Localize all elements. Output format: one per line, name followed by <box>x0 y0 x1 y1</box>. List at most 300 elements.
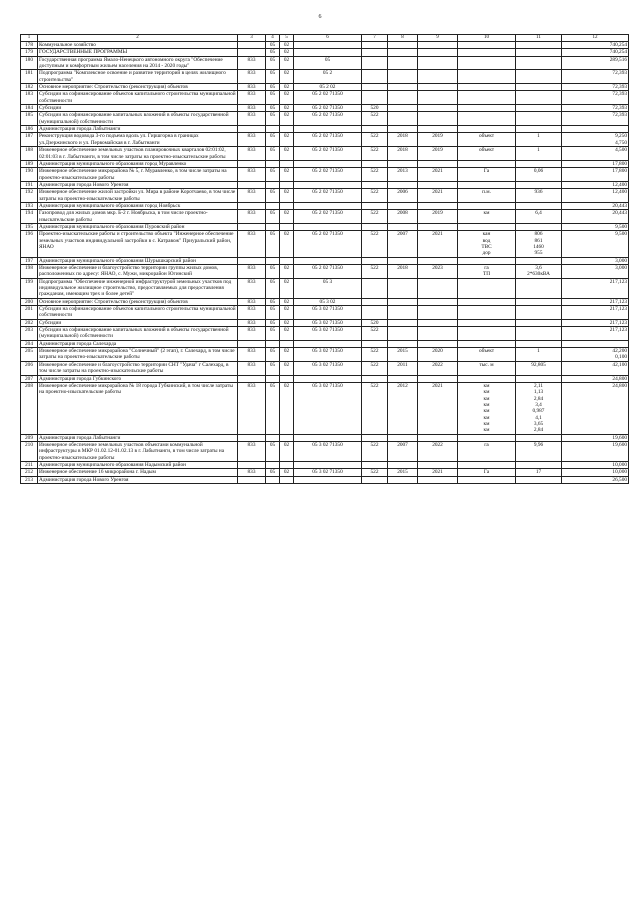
col-header: 4 <box>266 35 280 42</box>
row-number-cell: 203 <box>21 327 38 341</box>
row-name-cell: Инженерное обеспечение и благоустройство территории СНТ "Удача" г Салехард, в том числе затраты на проектно-изыскательские работы <box>38 361 238 375</box>
end-year-cell <box>418 278 458 298</box>
row-name-cell: Субсидии на софинансирование объектов капитального строительства муниципальной собственности <box>39 306 236 319</box>
row-number-cell: 187 <box>21 133 38 147</box>
subsection-code-cell: 02 <box>280 42 294 49</box>
capacity-cell <box>516 278 562 298</box>
expense-type-cell <box>362 461 388 468</box>
col-header: 11 <box>516 35 562 42</box>
ministry-code-cell: 833 <box>238 327 266 341</box>
start-year-cell <box>388 181 418 188</box>
subsection-code-cell: 02 <box>280 133 294 147</box>
end-year-cell <box>418 202 458 209</box>
expense-type-cell <box>362 49 388 56</box>
end-year-cell <box>418 160 458 167</box>
start-year-cell <box>388 70 418 84</box>
row-name-cell: Администрация муниципального образования Надымский район <box>38 461 238 468</box>
ministry-code-cell: 833 <box>238 189 266 203</box>
target-article-cell: 05 3 02 71350 <box>294 306 362 320</box>
section-code-cell: 05 <box>266 112 280 126</box>
capacity-cell <box>516 181 562 188</box>
row-number-cell: 179 <box>21 49 38 56</box>
amount-cell: 4,500 <box>562 147 629 161</box>
section-code-cell: 05 <box>266 189 280 203</box>
start-year-cell <box>388 298 418 305</box>
table-row <box>21 375 629 382</box>
expense-type-cell: 522 <box>362 361 388 375</box>
start-year-cell <box>388 160 418 167</box>
end-year-cell: 2021 <box>418 189 458 203</box>
end-year-cell: 2019 <box>418 133 458 147</box>
ministry-code-cell: 833 <box>238 319 266 326</box>
end-year-cell <box>418 340 458 347</box>
subsection-code-cell: 02 <box>280 84 294 91</box>
section-code-cell <box>266 202 280 209</box>
expense-type-cell: 520 <box>362 319 388 326</box>
capacity-cell <box>516 340 562 347</box>
target-article-cell: 05 3 02 71350 <box>294 441 362 461</box>
row-number-cell: 198 <box>21 265 38 279</box>
amount-cell: 24,800 <box>562 382 629 434</box>
subsection-code-cell: 02 <box>280 91 294 105</box>
ministry-code-cell: 833 <box>238 298 266 305</box>
amount-cell: 17,800 <box>562 160 629 167</box>
target-article-cell <box>294 434 362 441</box>
row-number-cell: 201 <box>21 306 38 320</box>
table-row <box>21 168 629 182</box>
row-number-cell: 200 <box>21 298 38 305</box>
row-number-cell: 199 <box>21 278 38 298</box>
start-year-cell <box>388 49 418 56</box>
row-number-cell: 190 <box>21 168 38 182</box>
target-article-cell: 05 2 02 71350 <box>294 133 362 147</box>
unit-cell: объект <box>458 147 516 161</box>
expense-type-cell: 522 <box>362 112 388 126</box>
unit-cell <box>458 202 516 209</box>
table-row <box>21 434 629 441</box>
row-number-cell: 204 <box>21 340 38 347</box>
row-name-cell: Основное мероприятие: Строительство (реконструкция) объектов <box>38 84 238 91</box>
col-header: 8 <box>388 35 418 42</box>
unit-cell <box>458 91 516 105</box>
ministry-code-cell <box>238 160 266 167</box>
row-number-cell: 202 <box>21 319 38 326</box>
row-name-cell: Реконструкция водовода 3-го подъема вдоль ул. Гиршгорна в границах ул.Дзержинского и ул. Первомайская в г. Лабытнанги <box>38 133 238 147</box>
target-article-cell <box>294 375 362 382</box>
expense-type-cell <box>362 375 388 382</box>
target-article-cell <box>294 340 362 347</box>
capacity-cell <box>516 91 562 105</box>
subsection-code-cell: 02 <box>280 361 294 375</box>
target-article-cell <box>294 181 362 188</box>
ministry-code-cell: 833 <box>238 265 266 279</box>
row-name-cell: Инженерное обеспечение микрорайона № 18 города Губкинский, в том числе затраты на проектно-изыскательские работы <box>38 382 238 434</box>
unit-cell <box>458 375 516 382</box>
amount-cell: 740,254 <box>562 49 629 56</box>
unit-cell <box>458 112 516 126</box>
row-name-cell: Администрация города Лабытнанги <box>38 434 238 441</box>
target-article-cell <box>294 42 362 49</box>
ministry-code-cell <box>238 126 266 133</box>
section-code-cell: 05 <box>266 382 280 434</box>
start-year-cell: 2008 <box>388 210 418 224</box>
end-year-cell: 2023 <box>418 265 458 279</box>
expense-type-cell <box>362 84 388 91</box>
row-name-cell: Газопровод для жилых домов мкр. Б-2 г. Ноябрьска, в том числе проектно-изыскательские работы <box>38 210 238 224</box>
expense-type-cell: 522 <box>362 147 388 161</box>
unit-cell: п.м. <box>458 189 516 203</box>
capacity-cell <box>516 42 562 49</box>
row-name-cell: Субсидии <box>38 319 238 326</box>
start-year-cell <box>388 340 418 347</box>
header-row <box>21 35 629 42</box>
subsection-code-cell: 02 <box>280 265 294 279</box>
row-name-cell: Администрация города Нового Уренгоя <box>38 181 238 188</box>
capacity-cell <box>516 476 562 483</box>
expense-type-cell: 522 <box>362 348 388 362</box>
start-year-cell <box>388 91 418 105</box>
capacity-cell <box>516 126 562 133</box>
unit-cell: км км км км км км км км <box>458 382 516 434</box>
row-number-cell: 181 <box>21 70 38 84</box>
unit-cell <box>458 434 516 441</box>
start-year-cell: 2018 <box>388 265 418 279</box>
amount-cell: 740,254 <box>562 42 629 49</box>
table-row <box>21 56 629 70</box>
section-code-cell: 05 <box>266 70 280 84</box>
end-year-cell <box>418 91 458 105</box>
expense-type-cell: 522 <box>362 168 388 182</box>
table-row <box>21 319 629 326</box>
ministry-code-cell: 833 <box>238 231 266 257</box>
table-row <box>21 147 629 161</box>
capacity-cell <box>516 223 562 230</box>
amount-cell: 9,500 <box>562 231 629 257</box>
section-code-cell: 05 <box>266 231 280 257</box>
start-year-cell <box>388 112 418 126</box>
row-name-cell: Коммунальное хозяйство <box>38 42 238 49</box>
expense-type-cell <box>362 257 388 264</box>
table-row <box>21 189 629 203</box>
unit-cell <box>458 70 516 84</box>
start-year-cell: 2015 <box>388 348 418 362</box>
amount-cell: 12,400 <box>562 189 629 203</box>
amount-cell: 3,000 <box>562 257 629 264</box>
target-article-cell <box>294 223 362 230</box>
section-code-cell: 05 <box>266 84 280 91</box>
unit-cell: га <box>458 441 516 461</box>
end-year-cell <box>418 49 458 56</box>
capacity-cell <box>516 84 562 91</box>
capacity-cell: 1 <box>516 133 562 147</box>
table-row <box>21 306 629 320</box>
amount-cell: 19,600 <box>562 434 629 441</box>
expense-type-cell <box>362 91 388 105</box>
capacity-cell <box>516 160 562 167</box>
target-article-cell: 05 2 02 71350 <box>294 112 362 126</box>
table-row <box>21 441 629 461</box>
row-number-cell: 212 <box>21 469 38 476</box>
subsection-code-cell: 02 <box>280 112 294 126</box>
subsection-code-cell <box>280 461 294 468</box>
table-row <box>21 49 629 56</box>
ministry-code-cell: 833 <box>238 91 266 105</box>
start-year-cell <box>388 375 418 382</box>
ministry-code-cell <box>238 42 266 49</box>
row-name-cell: Администрация муниципального образования город Ноябрьск <box>38 202 238 209</box>
table-row <box>21 361 629 375</box>
section-code-cell: 05 <box>266 469 280 476</box>
start-year-cell: 2018 <box>388 133 418 147</box>
target-article-cell: 05 3 02 71350 <box>294 348 362 362</box>
capacity-cell: 0,06 <box>516 168 562 182</box>
end-year-cell <box>418 126 458 133</box>
ministry-code-cell: 833 <box>238 306 266 320</box>
section-code-cell: 05 <box>266 306 280 320</box>
row-name-cell: Инженерное обеспечение земельных участков планировочных кварталов 02:01:02, 02:01:03 в г. Лабытнанги, в том числе затраты на проектно-изыскательские работы <box>38 147 238 161</box>
end-year-cell: 2022 <box>418 361 458 375</box>
unit-cell <box>458 181 516 188</box>
target-article-cell <box>294 202 362 209</box>
start-year-cell: 2013 <box>388 168 418 182</box>
amount-cell: 72,393 <box>562 105 629 112</box>
ministry-code-cell <box>238 202 266 209</box>
row-number-cell: 189 <box>21 160 38 167</box>
ministry-code-cell: 833 <box>238 168 266 182</box>
section-code-cell <box>266 375 280 382</box>
capacity-cell <box>516 49 562 56</box>
target-article-cell: 05 3 02 71350 <box>294 319 362 326</box>
end-year-cell <box>418 434 458 441</box>
target-article-cell: 05 3 02 71350 <box>294 361 362 375</box>
row-name-cell: Основное мероприятие: Строительство (реконструкция) объектов <box>38 298 238 305</box>
capacity-cell: 1 <box>516 348 562 362</box>
start-year-cell <box>388 306 418 320</box>
start-year-cell: 2007 <box>388 441 418 461</box>
end-year-cell <box>418 375 458 382</box>
row-name-cell: Государственная программа Ямало-Ненецкого автономного округа "Обеспечение доступным и комфортным жильем населения на 2014 - 2020 годы" <box>38 56 238 70</box>
capacity-cell <box>516 70 562 84</box>
expense-type-cell: 522 <box>362 382 388 434</box>
table-row <box>21 84 629 91</box>
subsection-code-cell <box>280 434 294 441</box>
target-article-cell: 05 3 02 71350 <box>294 382 362 434</box>
row-name-cell: Проектно-изыскательские работы и строительство объекта "Инженерное обеспечение земельных участков индивидуальной застройки в с. Катравож" Приуральский район, ЯНАО <box>38 231 238 257</box>
subsection-code-cell <box>280 223 294 230</box>
unit-cell <box>458 278 516 298</box>
capacity-cell <box>516 327 562 341</box>
start-year-cell <box>388 202 418 209</box>
subsection-code-cell <box>280 202 294 209</box>
start-year-cell <box>388 42 418 49</box>
capacity-cell <box>516 306 562 320</box>
subsection-code-cell: 02 <box>280 147 294 161</box>
section-code-cell: 05 <box>266 49 280 56</box>
row-name-cell: Субсидии на софинансирование капитальных вложений в объекты государственной (муниципальной) собственности <box>38 327 238 341</box>
target-article-cell <box>294 257 362 264</box>
target-article-cell <box>294 160 362 167</box>
row-number-cell: 192 <box>21 189 38 203</box>
section-code-cell <box>266 461 280 468</box>
unit-cell <box>458 160 516 167</box>
row-number-cell: 197 <box>21 257 38 264</box>
expense-type-cell <box>362 434 388 441</box>
section-code-cell <box>266 160 280 167</box>
amount-cell: 20,443 <box>562 202 629 209</box>
subsection-code-cell <box>280 126 294 133</box>
col-header: 10 <box>458 35 516 42</box>
expense-type-cell <box>362 223 388 230</box>
amount-cell: 72,393 <box>562 91 629 105</box>
amount-cell: 217,123 <box>562 278 629 298</box>
end-year-cell <box>418 56 458 70</box>
target-article-cell: 05 3 02 71350 <box>294 327 362 341</box>
amount-cell: 72,393 <box>562 84 629 91</box>
expense-type-cell <box>362 70 388 84</box>
table-row <box>21 348 629 362</box>
row-name-cell: Субсидии на софинансирование капитальных вложений в объекты государственной (муниципальной) собственности <box>38 112 238 126</box>
expense-type-cell <box>362 278 388 298</box>
expense-type-cell: 522 <box>362 231 388 257</box>
start-year-cell <box>388 84 418 91</box>
row-number-cell: 180 <box>21 56 38 70</box>
col-header: 5 <box>280 35 294 42</box>
unit-cell <box>458 56 516 70</box>
subsection-code-cell <box>280 476 294 483</box>
expense-type-cell: 522 <box>362 210 388 224</box>
capacity-cell <box>516 319 562 326</box>
capacity-cell <box>516 375 562 382</box>
col-header: 3 <box>238 35 266 42</box>
row-name-cell: Администрация муниципального образования Пуровский район <box>38 223 238 230</box>
ministry-code-cell: 833 <box>238 56 266 70</box>
section-code-cell: 05 <box>266 147 280 161</box>
section-code-cell: 05 <box>266 298 280 305</box>
budget-table <box>20 34 629 484</box>
section-code-cell: 05 <box>266 278 280 298</box>
target-article-cell: 05 2 02 71350 <box>294 105 362 112</box>
amount-cell: 12,400 <box>562 181 629 188</box>
capacity-cell: 9,96 <box>516 441 562 461</box>
capacity-cell <box>516 257 562 264</box>
unit-cell <box>458 126 516 133</box>
table-row <box>21 461 629 468</box>
row-name-cell: Инженерное обеспечение жилой застройки ул. Мира в районе Коротчаево, в том числе затраты на проектно-изыскательские работы <box>38 189 238 203</box>
section-code-cell: 05 <box>266 265 280 279</box>
subsection-code-cell: 02 <box>280 105 294 112</box>
unit-cell <box>458 257 516 264</box>
unit-cell <box>458 84 516 91</box>
row-name-cell: Администрация города Нового Уренгоя <box>38 476 238 483</box>
row-number-cell: 211 <box>21 461 38 468</box>
end-year-cell <box>418 476 458 483</box>
ministry-code-cell <box>238 223 266 230</box>
row-number-cell: 185 <box>21 112 38 126</box>
amount-cell: 42,100 <box>562 361 629 375</box>
col-header: 1 <box>21 35 38 42</box>
table-row <box>21 133 629 147</box>
table-row <box>21 91 629 105</box>
end-year-cell: 2019 <box>418 147 458 161</box>
table-row <box>21 181 629 188</box>
table-row <box>21 202 629 209</box>
amount-cell: 217,123 <box>562 327 629 341</box>
target-article-cell: 05 2 02 <box>294 84 362 91</box>
unit-cell <box>458 319 516 326</box>
expense-type-cell <box>362 42 388 49</box>
ministry-code-cell <box>238 434 266 441</box>
end-year-cell: 2021 <box>418 382 458 434</box>
end-year-cell <box>418 319 458 326</box>
row-number-cell: 182 <box>21 84 38 91</box>
row-name-cell: Инженерное обеспечение и благоустройство территории группы жилых домов, расположенных по адресу: ЯНАО, с. Мужи, микрорайон Югинский <box>38 265 238 279</box>
end-year-cell <box>418 257 458 264</box>
unit-cell: га ТП <box>458 265 516 279</box>
amount-cell: 72,393 <box>562 112 629 126</box>
target-article-cell: 05 2 02 71350 <box>294 189 362 203</box>
target-article-cell <box>294 461 362 468</box>
end-year-cell: 2021 <box>418 168 458 182</box>
row-number-cell: 207 <box>21 375 38 382</box>
section-code-cell <box>266 223 280 230</box>
expense-type-cell: 520 <box>362 105 388 112</box>
table-row <box>21 160 629 167</box>
end-year-cell <box>418 327 458 341</box>
table-row <box>21 257 629 264</box>
capacity-cell: 17 <box>516 469 562 476</box>
ministry-code-cell: 833 <box>238 84 266 91</box>
row-number-cell: 206 <box>21 361 38 375</box>
row-name-cell: Инженерное обеспечение 16 микрорайона г. Надым <box>38 469 238 476</box>
table-row <box>21 70 629 84</box>
section-code-cell: 05 <box>266 327 280 341</box>
start-year-cell: 2018 <box>388 147 418 161</box>
unit-cell <box>458 42 516 49</box>
row-number-cell: 195 <box>21 223 38 230</box>
section-code-cell <box>266 434 280 441</box>
start-year-cell <box>388 56 418 70</box>
unit-cell <box>458 49 516 56</box>
expense-type-cell: 522 <box>362 265 388 279</box>
ministry-code-cell <box>238 476 266 483</box>
amount-cell: 10,000 <box>562 469 629 476</box>
unit-cell: кан вод ТВС дор <box>458 231 516 257</box>
col-header: 2 <box>38 35 238 42</box>
amount-cell: 217,123 <box>562 306 629 320</box>
section-code-cell <box>266 257 280 264</box>
start-year-cell: 2015 <box>388 469 418 476</box>
end-year-cell: 2021 <box>418 469 458 476</box>
start-year-cell <box>388 461 418 468</box>
end-year-cell <box>418 223 458 230</box>
target-article-cell: 05 2 02 71350 <box>294 231 362 257</box>
row-number-cell: 183 <box>21 91 38 105</box>
ministry-code-cell: 833 <box>238 112 266 126</box>
section-code-cell <box>266 126 280 133</box>
row-name-cell: Администрация муниципального образования Шурышкарский район <box>38 257 238 264</box>
ministry-code-cell <box>238 257 266 264</box>
amount-cell: 24,800 <box>562 375 629 382</box>
start-year-cell <box>388 319 418 326</box>
row-number-cell: 184 <box>21 105 38 112</box>
table-row <box>21 231 629 257</box>
ministry-code-cell: 833 <box>238 105 266 112</box>
unit-cell: объект <box>458 133 516 147</box>
section-code-cell: 05 <box>266 168 280 182</box>
row-name-cell: Администрация города Салехарда <box>38 340 238 347</box>
row-number-cell: 194 <box>21 210 38 224</box>
expense-type-cell: 522 <box>362 189 388 203</box>
